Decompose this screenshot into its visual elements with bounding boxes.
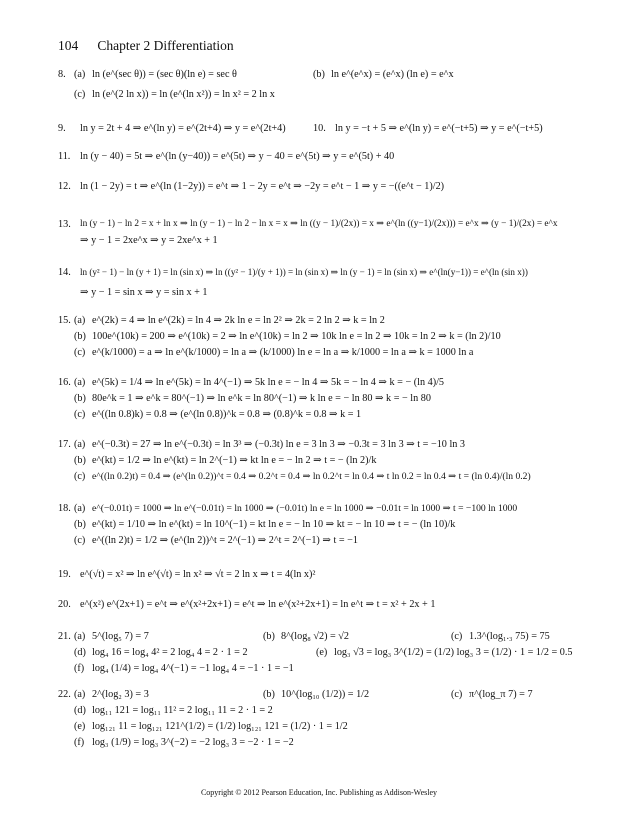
solution-text: ⇒ y − 1 = sin x ⇒ y = sin x + 1 (80, 287, 208, 298)
part-label: (a) (74, 377, 86, 388)
problem-number: 22. (58, 689, 71, 700)
problem-21 (58, 630, 603, 678)
solution-text: e^((ln 0.2)t) = 0.4 ⇒ (e^(ln 0.2))^t = 0.4 ⇒ 0.2^t = 0.4 ⇒ ln 0.2^t = ln 0.4 ⇒ t ln 0.2 = ln 0.4 ⇒ t = (ln 0.4)/(ln 0.2) (92, 471, 531, 482)
solution-text: 2^(log₂ 3) = 3 (92, 689, 149, 700)
solution-text: 100e^(10k) = 200 ⇒ e^(10k) = 2 ⇒ ln e^(10k) = ln 2 ⇒ 10k ln e = ln 2 ⇒ 10k = ln 2 ⇒ k = (ln 2)/10 (92, 331, 501, 342)
problem-number: 15. (58, 315, 71, 326)
part-label: (b) (263, 631, 275, 642)
part-label: (e) (316, 647, 328, 658)
problem-number: 14. (58, 267, 71, 278)
problem-line (58, 286, 603, 302)
problem-line (58, 314, 603, 330)
solution-text: ln (e^(sec θ)) = (sec θ)(ln e) = sec θ (92, 69, 237, 80)
problem-line (58, 534, 603, 550)
solution-text: 8^(log₈ √2) = √2 (281, 631, 349, 642)
problem-line (58, 688, 603, 704)
problem-number: 10. (313, 123, 326, 134)
part-label: (f) (74, 663, 85, 674)
solution-text: log₃ (1/9) = log₃ 3^(−2) = −2 log₃ 3 = −2 · 1 = −2 (92, 737, 294, 748)
solution-text: e^(kt) = 1/10 ⇒ ln e^(kt) = ln 10^(−1) = kt ln e = − ln 10 ⇒ kt = − ln 10 ⇒ t = − (ln 10)/k (92, 519, 456, 530)
part-label: (b) (263, 689, 275, 700)
problem-line (58, 88, 603, 108)
problem-line (58, 180, 603, 196)
part-label: (a) (74, 689, 86, 700)
problem-line (58, 438, 603, 454)
problem-line (58, 630, 603, 646)
part-label: (b) (74, 393, 86, 404)
problem-line (58, 720, 603, 736)
problem-13 (58, 218, 603, 250)
solution-text: 1.3^(log₁.₃ 75) = 75 (469, 631, 550, 642)
problem-19 (58, 568, 603, 584)
problem-line (58, 662, 603, 678)
problem-number: 9. (58, 123, 66, 134)
problem-17 (58, 438, 603, 486)
problem-number: 16. (58, 377, 71, 388)
problem-12 (58, 180, 603, 196)
part-label: (c) (451, 631, 463, 642)
problem-line (58, 598, 603, 614)
problem-line (58, 392, 603, 408)
solution-text: ⇒ y − 1 = 2xe^x ⇒ y = 2xe^x + 1 (80, 235, 218, 246)
part-label: (b) (74, 331, 86, 342)
solution-text: e^(k/1000) = a ⇒ ln e^(k/1000) = ln a ⇒ (k/1000) ln e = ln a ⇒ k/1000 = ln a ⇒ k = 1000 ln a (92, 347, 474, 358)
solution-text: ln (y − 1) − ln 2 = x + ln x ⇒ ln (y − 1) − ln 2 − ln x = x ⇒ ln ((y − 1)/(2x)) = x ⇒ e^(ln ((y−1)/(2x))) = e^x ⇒ (y − 1)/(2x) = e^x (80, 219, 558, 229)
solution-text: log₃ √3 = log₃ 3^(1/2) = (1/2) log₃ 3 = (1/2) · 1 = 1/2 = 0.5 (334, 647, 573, 658)
copyright-footer: Copyright © 2012 Pearson Education, Inc. Publishing as Addison-Wesley (200, 788, 438, 797)
problem-line (58, 408, 603, 424)
problem-number: 19. (58, 569, 71, 580)
part-label: (c) (74, 535, 86, 546)
problem-line (58, 518, 603, 534)
part-label: (c) (451, 689, 463, 700)
problem-number: 20. (58, 599, 71, 610)
solution-text: e^((ln 0.8)k) = 0.8 ⇒ (e^(ln 0.8))^k = 0.8 ⇒ (0.8)^k = 0.8 ⇒ k = 1 (92, 409, 362, 420)
problem-22 (58, 688, 603, 752)
solution-text: log₄ 16 = log₄ 4² = 2 log₄ 4 = 2 · 1 = 2 (92, 647, 248, 658)
problem-number: 13. (58, 219, 71, 230)
part-label: (a) (74, 503, 86, 514)
solution-text: ln (y − 40) = 5t ⇒ e^(ln (y−40)) = e^(5t) ⇒ y − 40 = e^(5t) ⇒ y = e^(5t) + 40 (80, 151, 395, 162)
problem-16 (58, 376, 603, 424)
solution-text: ln y = −t + 5 ⇒ e^(ln y) = e^(−t+5) ⇒ y = e^(−t+5) (335, 123, 543, 134)
solution-text: e^(√t) = x² ⇒ ln e^(√t) = ln x² ⇒ √t = 2 ln x ⇒ t = 4(ln x)² (80, 569, 316, 580)
problem-line (58, 266, 603, 286)
problem-line (58, 502, 603, 518)
problem-line (58, 68, 603, 88)
solution-text: e^(−0.01t) = 1000 ⇒ ln e^(−0.01t) = ln 1000 ⇒ (−0.01t) ln e = ln 1000 ⇒ −0.01t = ln 1000 ⇒ t = −100 ln 1000 (92, 503, 518, 514)
problem-number: 12. (58, 181, 71, 192)
chapter-title: Chapter 2 Differentiation (97, 38, 234, 53)
part-label: (b) (74, 519, 86, 530)
problem-line (58, 122, 603, 138)
solution-text: ln (e^(2 ln x)) = ln (e^(ln x²)) = ln x² = 2 ln x (92, 89, 275, 100)
part-label: (b) (74, 455, 86, 466)
part-label: (a) (74, 69, 86, 80)
part-label: (d) (74, 647, 86, 658)
solution-text: ln y = 2t + 4 ⇒ e^(ln y) = e^(2t+4) ⇒ y = e^(2t+4) (80, 123, 286, 134)
solution-text: ln (y² − 1) − ln (y + 1) = ln (sin x) ⇒ ln ((y² − 1)/(y + 1)) = ln (sin x) ⇒ ln (y − 1) = ln (sin x) ⇒ e^(ln(y−1)) = e^(ln (sin x)) (80, 267, 528, 277)
problem-14 (58, 266, 603, 302)
part-label: (c) (74, 409, 86, 420)
solution-text: e^(x²) e^(2x+1) = e^t ⇒ e^(x²+2x+1) = e^t ⇒ ln e^(x²+2x+1) = ln e^t ⇒ t = x² + 2x + 1 (80, 599, 436, 610)
problem-number: 11. (58, 151, 71, 162)
problem-20 (58, 598, 603, 614)
solution-text: e^(kt) = 1/2 ⇒ ln e^(kt) = ln 2^(−1) ⇒ kt ln e = − ln 2 ⇒ t = − (ln 2)/k (92, 455, 377, 466)
problem-line (58, 568, 603, 584)
problem-line (58, 150, 603, 166)
problem-number: 18. (58, 503, 71, 514)
problem-line (58, 376, 603, 392)
problem-9-10 (58, 122, 603, 138)
solution-text: log₄ (1/4) = log₄ 4^(−1) = −1 log₄ 4 = −1 · 1 = −1 (92, 663, 294, 674)
problem-number: 17. (58, 439, 71, 450)
problem-line (58, 470, 603, 486)
part-label: (a) (74, 631, 86, 642)
solution-text: ln e^(e^x) = (e^x) (ln e) = e^x (331, 69, 454, 80)
problem-8 (58, 68, 603, 108)
problem-line (58, 704, 603, 720)
solution-text: e^((ln 2)t) = 1/2 ⇒ (e^(ln 2))^t = 2^(−1) ⇒ 2^t = 2^(−1) ⇒ t = −1 (92, 535, 358, 546)
solution-text: π^(log_π 7) = 7 (469, 689, 533, 700)
problem-11 (58, 150, 603, 166)
part-label: (a) (74, 439, 86, 450)
problem-line (58, 736, 603, 752)
problem-line (58, 454, 603, 470)
solution-text: 5^(log₅ 7) = 7 (92, 631, 149, 642)
problem-line (58, 218, 603, 234)
part-label: (a) (74, 315, 86, 326)
solution-text: e^(5k) = 1/4 ⇒ ln e^(5k) = ln 4^(−1) ⇒ 5k ln e = − ln 4 ⇒ 5k = − ln 4 ⇒ k = − (ln 4)/5 (92, 377, 445, 388)
part-label: (c) (74, 89, 86, 100)
problem-line (58, 330, 603, 346)
solution-text: log₁₁ 121 = log₁₁ 11² = 2 log₁₁ 11 = 2 · 1 = 2 (92, 705, 273, 716)
problem-line (58, 234, 603, 250)
part-label: (f) (74, 737, 85, 748)
solution-text: e^(2k) = 4 ⇒ ln e^(2k) = ln 4 ⇒ 2k ln e = ln 2² ⇒ 2k = 2 ln 2 ⇒ k = ln 2 (92, 315, 385, 326)
page-header (58, 38, 598, 54)
problem-number: 8. (58, 69, 66, 80)
solution-text: e^(−0.3t) = 27 ⇒ ln e^(−0.3t) = ln 3³ ⇒ (−0.3t) ln e = 3 ln 3 ⇒ −0.3t = 3 ln 3 ⇒ t = −10 ln 3 (92, 439, 466, 450)
problem-15 (58, 314, 603, 362)
part-label: (c) (74, 471, 86, 482)
problem-line (58, 346, 603, 362)
part-label: (e) (74, 721, 86, 732)
solution-text: ln (1 − 2y) = t ⇒ e^(ln (1−2y)) = e^t ⇒ 1 − 2y = e^t ⇒ −2y = e^t − 1 ⇒ y = −((e^t − 1)/2) (80, 181, 445, 192)
solution-text: log₁₂₁ 11 = log₁₂₁ 121^(1/2) = (1/2) log₁₂₁ 121 = (1/2) · 1 = 1/2 (92, 721, 348, 732)
problem-18 (58, 502, 603, 550)
part-label: (d) (74, 705, 86, 716)
problem-number: 21. (58, 631, 71, 642)
solution-text: 10^(log₁₀ (1/2)) = 1/2 (281, 689, 370, 700)
page-number: 104 (58, 38, 79, 53)
solution-text: 80e^k = 1 ⇒ e^k = 80^(−1) ⇒ ln e^k = ln 80^(−1) ⇒ k ln e = − ln 80 ⇒ k = − ln 80 (92, 393, 431, 404)
part-label: (c) (74, 347, 86, 358)
problem-line (58, 646, 603, 662)
part-label: (b) (313, 69, 325, 80)
